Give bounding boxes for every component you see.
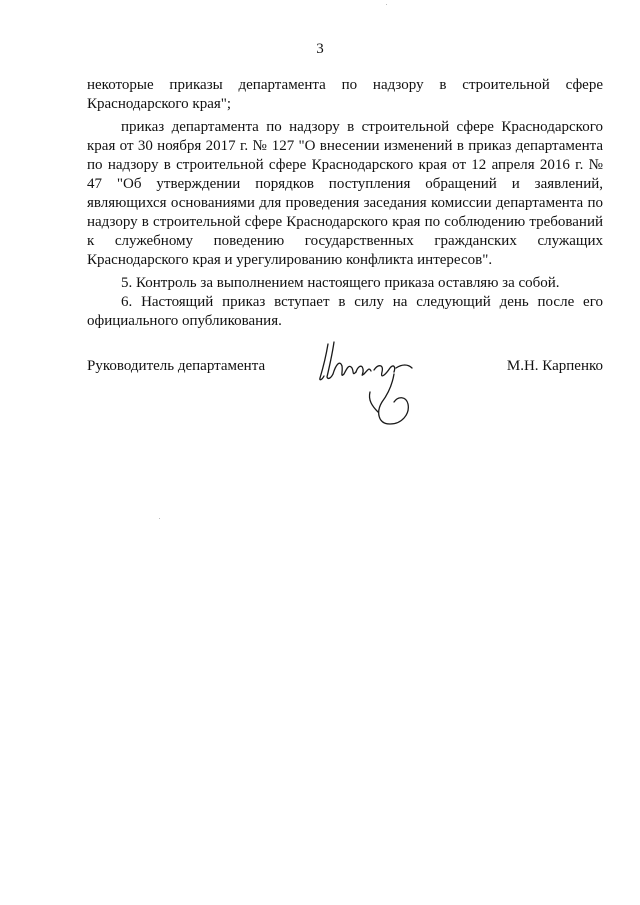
paragraph-item-5: 5. Контроль за выполнением настоящего приказа оставляю за собой. xyxy=(121,275,560,291)
scan-speck xyxy=(159,518,160,519)
scan-speck xyxy=(386,4,387,5)
signatory-position: Руководитель департамента xyxy=(87,358,266,374)
paragraph-continuation: некоторые приказы департамента по надзору в строительной сфере Краснодарского края"; xyxy=(87,77,603,112)
paragraph-item-6: 6. Настоящий приказ вступает в силу на следующий день после его официального опубликования. xyxy=(87,294,603,329)
paragraph-order-127: приказ департамента по надзору в строительной сфере Краснодарского края от 30 ноября 2017 г. № 127 "О внесении изменений в приказ департамента по надзору в строительной сфере Краснодарского края от 12 апреля 2016 г. № 47 "Об утверждении порядков поступления обращений и заявлений, являющихся основаниями для проведения заседания комиссии департамента по надзору в строительной сфере Краснодарского края по соблюдению требований к служебному поведению государственных гражданских служащих Краснодарского края и урегулированию конфликта интересов". xyxy=(87,119,603,268)
signatory-name: М.Н. Карпенко xyxy=(506,358,603,374)
handwritten-signature xyxy=(314,334,434,434)
document-body xyxy=(87,76,603,335)
page-number: 3 xyxy=(316,41,324,57)
